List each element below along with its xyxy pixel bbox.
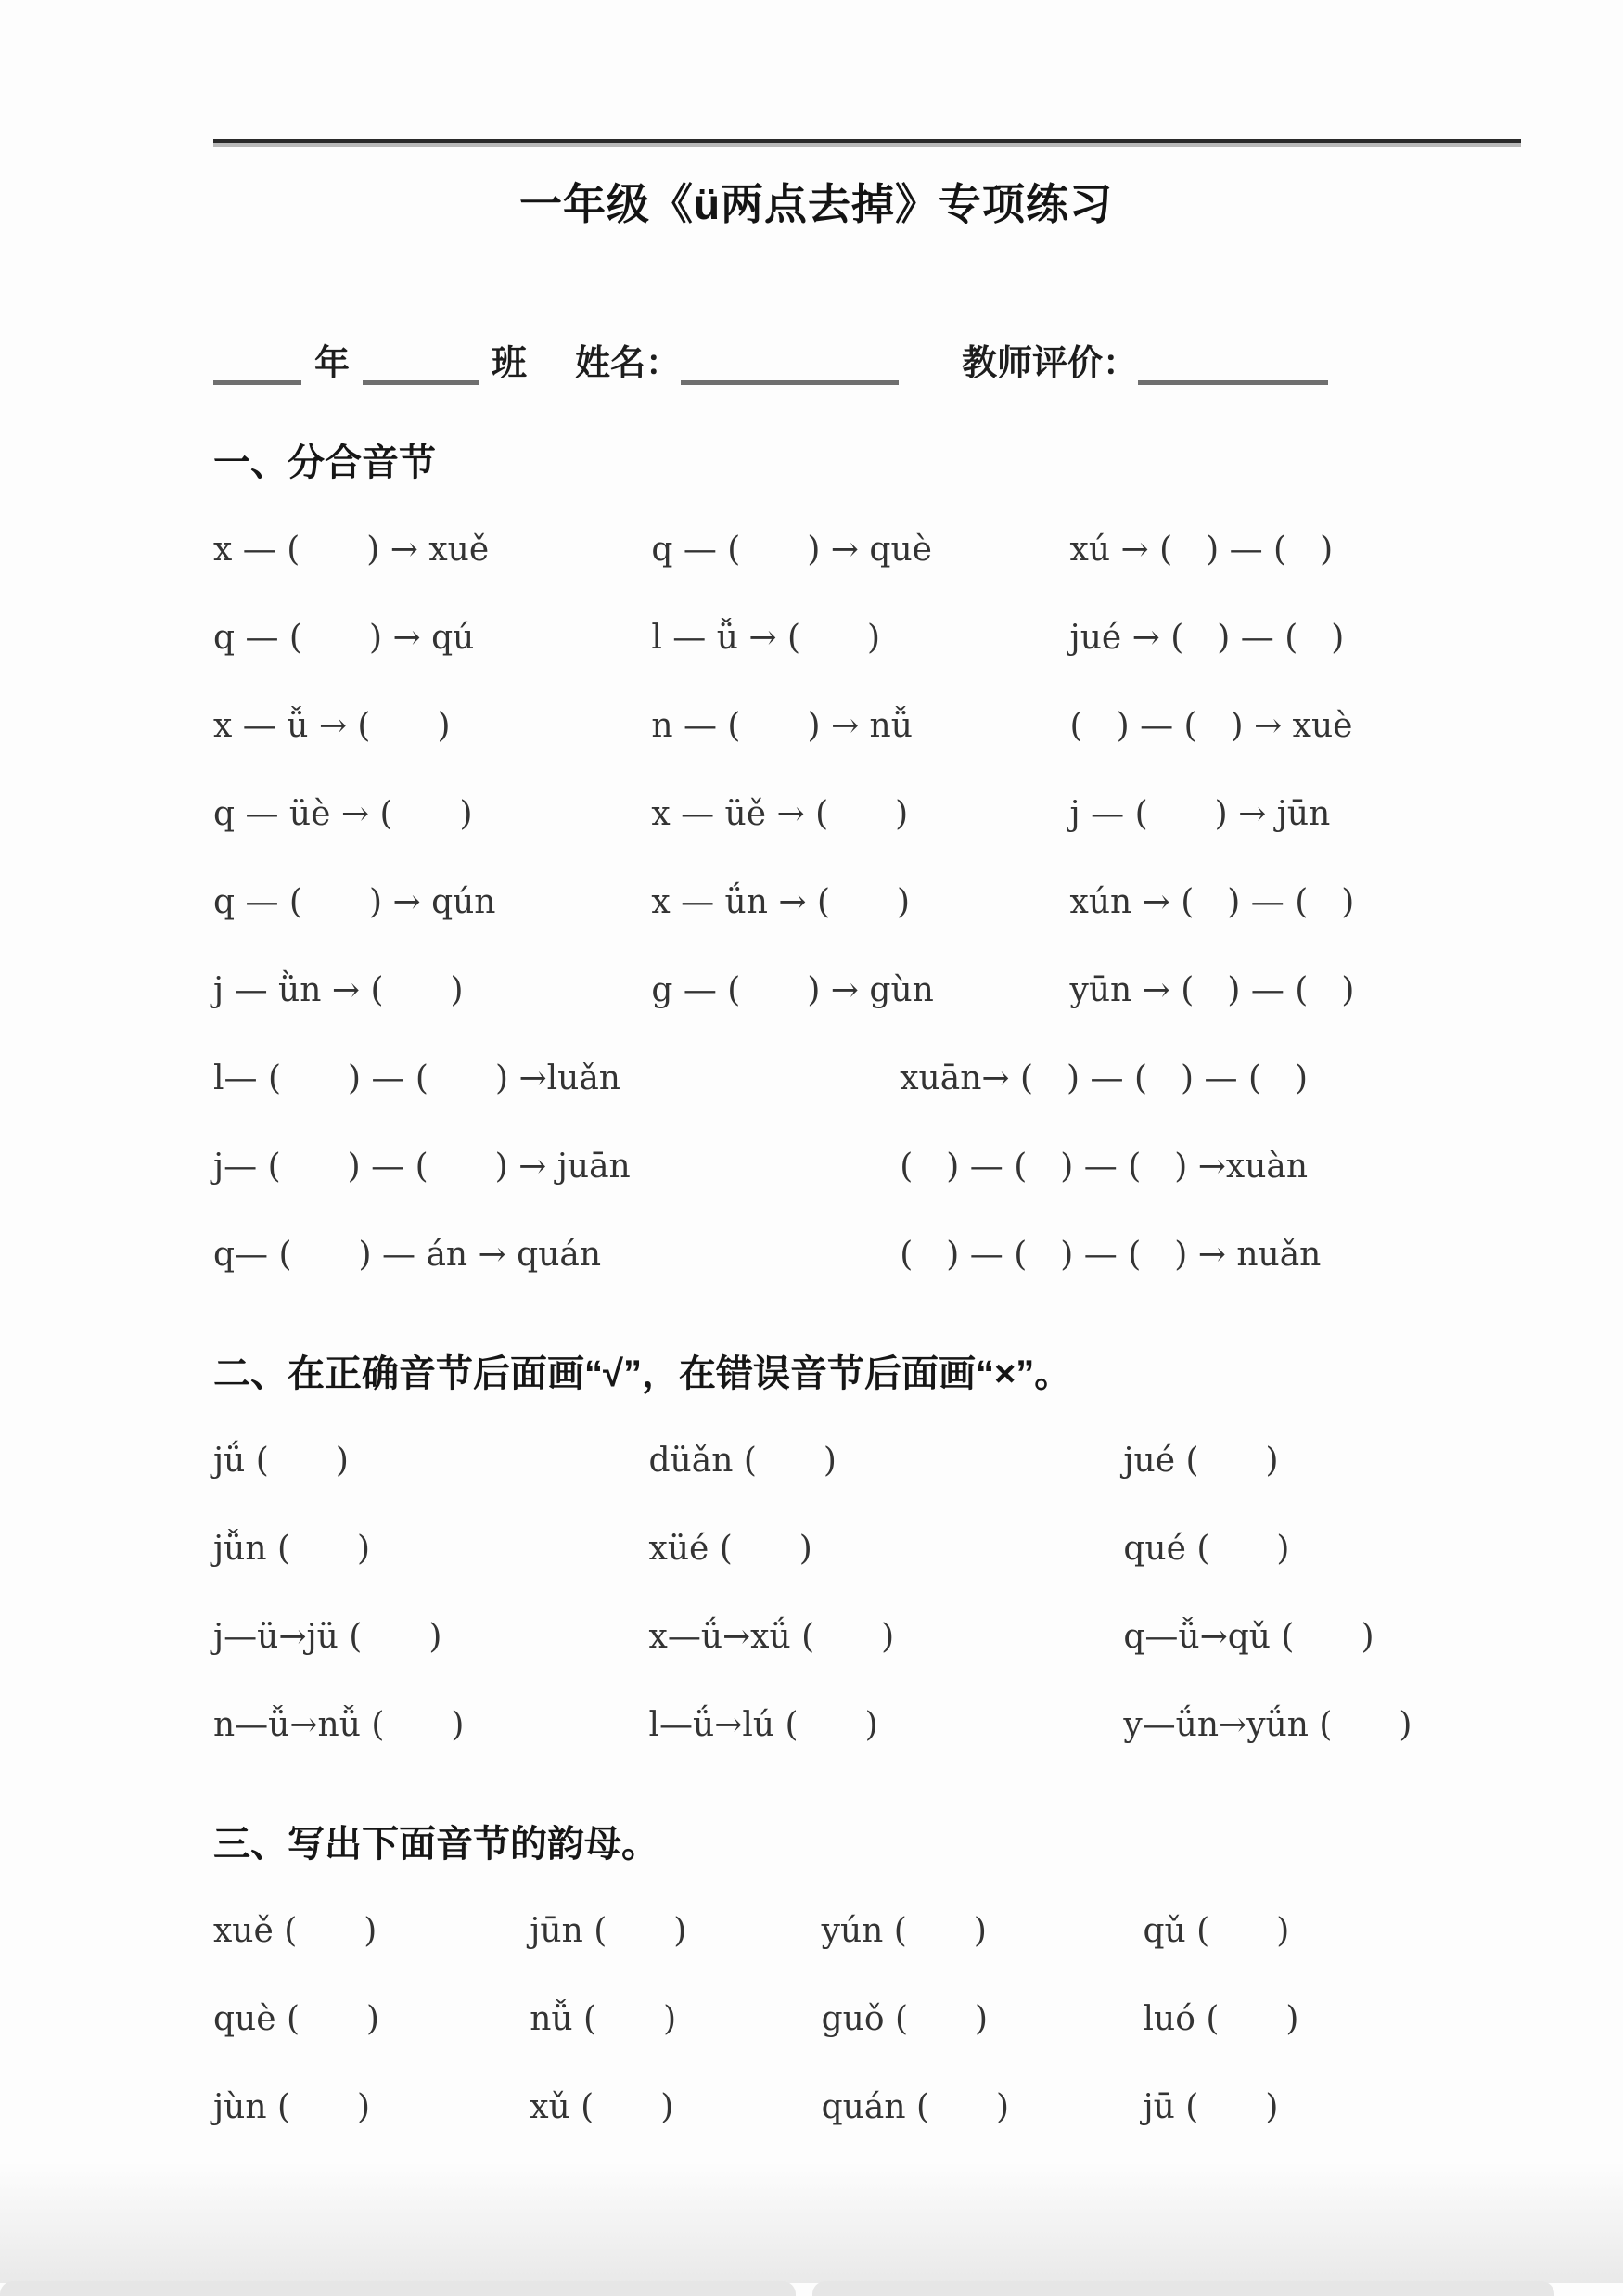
exercise-item: j—ü→jü ( ) [213,1618,442,1656]
teacher-blank [1138,375,1328,385]
exercise-item: guǒ ( ) [821,2000,989,2038]
exercise-row [213,1884,1521,1972]
worksheet-section [213,1344,1521,1766]
bottom-fade [0,2162,1623,2283]
exercise-item: luó ( ) [1143,2000,1299,2038]
exercise-item: q — ( ) → què [651,531,932,569]
name-label: 姓名： [575,344,682,383]
exercise-item: q— ( ) — án → quán [213,1236,602,1274]
exercise-item: yūn → ( ) — ( ) [1069,971,1355,1009]
exercise-row [213,679,1521,767]
exercise-item: x — ǘn → ( ) [651,883,911,921]
exercise-row [213,591,1521,679]
exercise-item: què ( ) [213,2000,380,2038]
exercise-item: jūn ( ) [530,1912,687,1950]
exercise-item: j — ( ) → jūn [1069,795,1331,833]
exercise-item: yún ( ) [821,1912,987,1950]
exercise-item: x — üě → ( ) [651,795,909,833]
exercise-item: xüé ( ) [648,1530,812,1568]
exercise-item: xún → ( ) — ( ) [1069,883,1355,921]
exercise-row [213,1502,1521,1590]
sections [213,433,1521,2148]
exercise-item: n — ( ) → nǚ [651,707,913,745]
exercise-row [213,1414,1521,1502]
worksheet-section [213,433,1521,1296]
year-blank [213,375,301,385]
exercise-item: l— ( ) — ( ) →luǎn [213,1059,620,1097]
exercise-row [213,1590,1521,1678]
bottom-card-right [812,2281,1554,2296]
name-blank [681,375,899,385]
exercise-item: nǚ ( ) [530,2000,677,2038]
exercise-item: jué ( ) [1123,1442,1279,1480]
exercise-item: q — ( ) → qú [213,619,475,657]
exercise-row [213,767,1521,855]
exercise-item: qǔ ( ) [1143,1912,1290,1950]
exercise-row [213,855,1521,943]
exercise-item: jǚn ( ) [213,1530,371,1568]
exercise-item: jǘ ( ) [213,1442,349,1480]
exercise-row [213,503,1521,591]
exercise-item: ( ) — ( ) — ( ) →xuàn [900,1148,1309,1186]
exercise-row [213,2060,1521,2148]
exercise-item: düǎn ( ) [648,1442,837,1480]
exercise-item: n—ǚ→nǚ ( ) [213,1706,465,1744]
exercise-item: x — ǚ → ( ) [213,707,451,745]
exercise-item: xuě ( ) [213,1912,377,1950]
exercise-row [213,943,1521,1032]
exercise-item: xǔ ( ) [530,2088,674,2126]
exercise-item: ( ) — ( ) → xuè [1069,707,1353,745]
section-heading: 二、在正确音节后面画“√”，在错误音节后面画“×”。 [213,1353,1072,1394]
worksheet-title: 一年级《ü两点去掉》专项练习 [518,180,1114,228]
worksheet-section [213,1815,1521,2148]
exercise-item: jué → ( ) — ( ) [1069,619,1345,657]
exercise-item: qué ( ) [1123,1530,1290,1568]
exercise-item: x — ( ) → xuě [213,531,490,569]
class-blank [363,375,479,385]
exercise-item: ( ) — ( ) — ( ) → nuǎn [900,1236,1322,1274]
exercise-item: q — üè → ( ) [213,795,473,833]
exercise-item: x—ǘ→xǘ ( ) [648,1618,895,1656]
exercise-item: xuān→ ( ) — ( ) — ( ) [900,1059,1309,1097]
exercise-item: xú → ( ) — ( ) [1069,531,1334,569]
exercise-item: j— ( ) — ( ) → juān [213,1148,631,1186]
exercise-item: l—ǘ→lú ( ) [648,1706,878,1744]
exercise-row [213,1120,1521,1208]
section-heading: 三、写出下面音节的韵母。 [213,1824,658,1865]
exercise-item: jū ( ) [1143,2088,1279,2126]
exercise-item: g — ( ) → gùn [651,971,934,1009]
exercise-item: l — ǚ → ( ) [651,619,881,657]
teacher-label: 教师评价： [962,344,1139,383]
exercise-row [213,1032,1521,1120]
exercise-item: jùn ( ) [213,2088,371,2126]
exercise-row [213,1208,1521,1296]
exercise-item: q — ( ) → qún [213,883,496,921]
top-rule [213,139,1521,143]
exercise-item: y—ǘn→yǘn ( ) [1123,1706,1412,1744]
bottom-card-left [0,2281,796,2296]
exercise-row [213,1972,1521,2060]
section-heading: 一、分合音节 [213,443,436,483]
info-line [213,334,1521,385]
exercise-row [213,1678,1521,1766]
exercise-item: j — ǜn → ( ) [213,971,464,1009]
year-label: 年 [314,344,351,383]
class-label: 班 [492,344,528,383]
exercise-item: quán ( ) [821,2088,1010,2126]
exercise-item: q—ǚ→qǔ ( ) [1123,1618,1374,1656]
worksheet-page [213,0,1521,2148]
